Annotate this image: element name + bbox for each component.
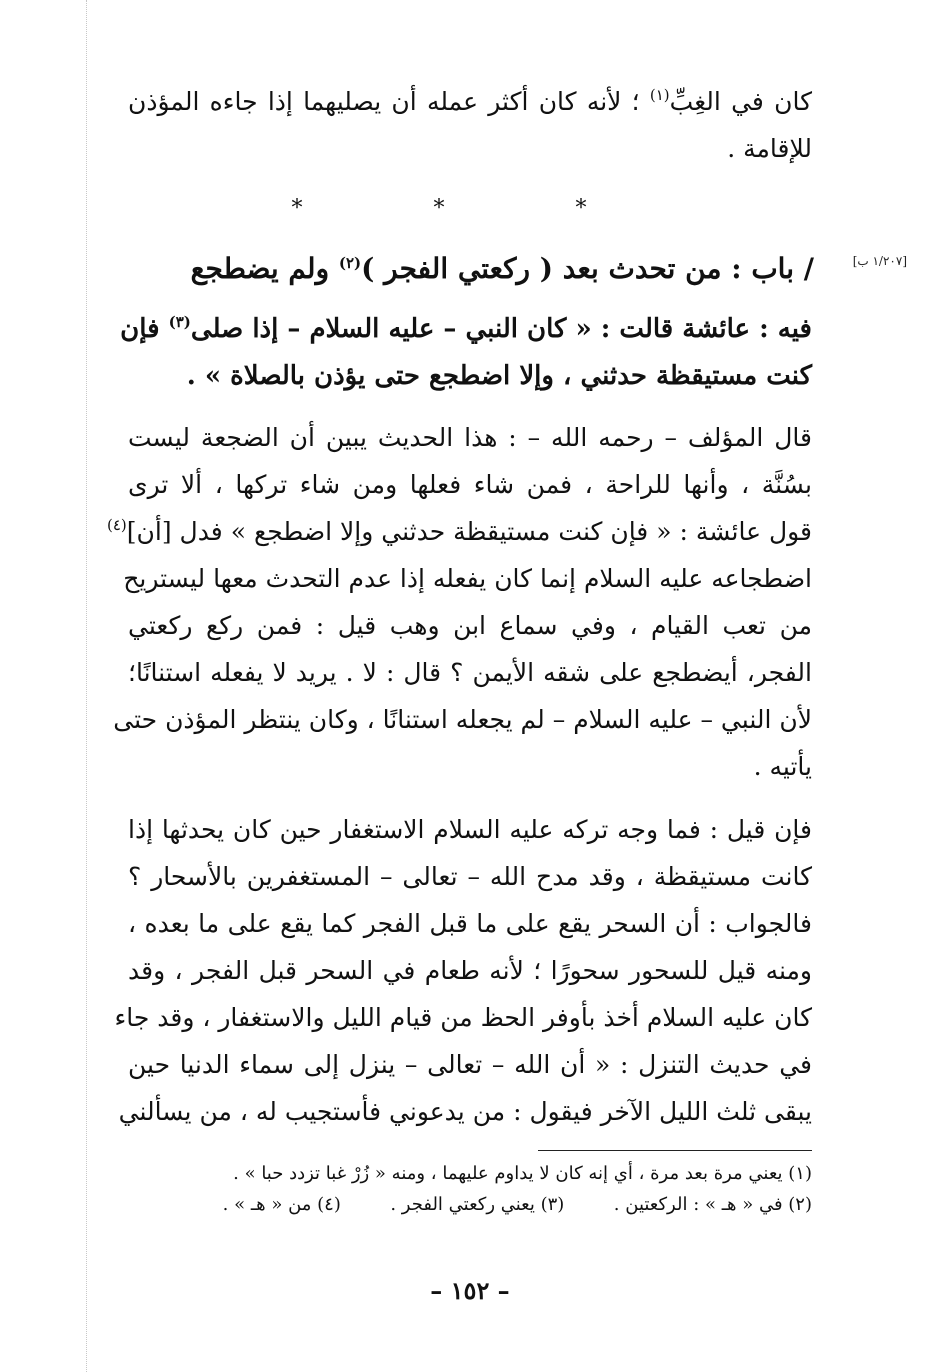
footnotes: [128, 1158, 812, 1220]
chapter-title: [150, 246, 814, 292]
text-line: كانت مستيقظة ، وقد مدح الله – تعالى – المستغفرين بالأسحار ؟: [128, 862, 812, 891]
hadith-text: [120, 306, 812, 400]
chapter-title-text: باب : من تحدث بعد ( ركعتي الفجر ): [361, 252, 795, 285]
question-paragraph: [114, 806, 812, 1135]
text-line: بسُنَّة ، وأنها للراحة ، فمن شاء فعلها ومن شاء تركها ، ألا ترى: [128, 470, 812, 499]
page-number: – ١٥٢ –: [430, 1276, 510, 1305]
text-segment: قول عائشة : « فإن كنت مستيقظة حدثني وإلا اضطجع » فدل [أن]: [126, 517, 812, 546]
text-segment: فيه : عائشة قالت : « كان النبي – عليه السلام – إذا صلى: [190, 314, 812, 344]
text-line: فالجواب : أن السحر يقع على ما قبل الفجر كما يقع على ما بعده ،: [128, 909, 812, 938]
folio-slash: /: [794, 252, 814, 285]
text-line: [128, 78, 812, 125]
footnote-4: (٤) من « هـ » .: [222, 1194, 341, 1215]
text-line: كنت مستيقظة حدثني ، وإلا اضطجع حتى يؤذن بالصلاة » .: [186, 361, 812, 391]
text-segment: كان في الغِبِّ: [669, 87, 812, 116]
text-line: يأتيه .: [753, 752, 812, 781]
text-line: لأن النبي – عليه السلام – لم يجعله استنانًا ، وكان ينتظر المؤذن حتى: [113, 705, 812, 734]
text-line: فإن قيل : فما وجه تركه عليه السلام الاستغفار حين كان يحدثها إذا: [128, 815, 812, 844]
manuscript-reference: [١/٢٠٧ ب]: [852, 254, 907, 268]
text-line: من تعب القيام ، وفي سماع ابن وهب قيل : فمن ركع ركعتي: [128, 611, 812, 640]
text-line: يبقى ثلث الليل الآخر فيقول : من يدعوني فأستجيب له ، من يسألني: [118, 1097, 812, 1126]
footnote-marker: (٢): [338, 254, 362, 272]
footnote-marker: (٣): [168, 313, 191, 331]
text-line: للإقامة .: [727, 134, 812, 163]
text-segment: ؛ لأنه كان أكثر عمله أن يصليهما إذا جاءه المؤذن: [128, 87, 650, 116]
text-line: كان عليه السلام أخذ بأوفر الحظ من قيام الليل والاستغفار ، وقد جاء: [114, 1003, 812, 1032]
footnote-marker: (٤): [106, 516, 127, 534]
text-segment: فإن: [120, 314, 169, 344]
footnote-2: (٢) في « هـ » : الركعتين .: [613, 1194, 812, 1215]
text-line: [120, 306, 812, 353]
text-line: الفجر، أيضطجع على شقه الأيمن ؟ قال : لا . يريد لا يفعله استنانًا؛: [128, 658, 812, 687]
footnote-row: [128, 1189, 812, 1220]
intro-paragraph: [128, 78, 812, 172]
footnote-marker: (١): [649, 86, 670, 104]
footnote-divider: [538, 1150, 812, 1151]
chapter-title-text: ولم يضطجع: [190, 252, 339, 285]
footnote-3: (٣) يعني ركعتي الفجر .: [390, 1194, 565, 1215]
text-line: في حديث التنزل : « أن الله – تعالى – ينزل إلى سماء الدنيا حين: [128, 1050, 812, 1079]
section-separator: * * *: [291, 196, 649, 221]
footnote-1: (١) يعني مرة بعد مرة ، أي إنه كان لا يداوم عليهما ، ومنه « زُرْ غبا تزدد حبا » .: [233, 1163, 812, 1184]
text-line: اضطجاعه عليه السلام إنما كان يفعله إذا عدم التحدث معها ليستريح: [123, 564, 812, 593]
text-line: ومنه قيل للسحور سحورًا ؛ لأنه طعام في السحر قبل الفجر ، وقد: [128, 956, 812, 985]
commentary-paragraph: [106, 414, 812, 790]
text-line: [106, 508, 812, 555]
text-line: قال المؤلف – رحمه الله – : هذا الحديث يبين أن الضجعة ليست: [128, 423, 812, 452]
